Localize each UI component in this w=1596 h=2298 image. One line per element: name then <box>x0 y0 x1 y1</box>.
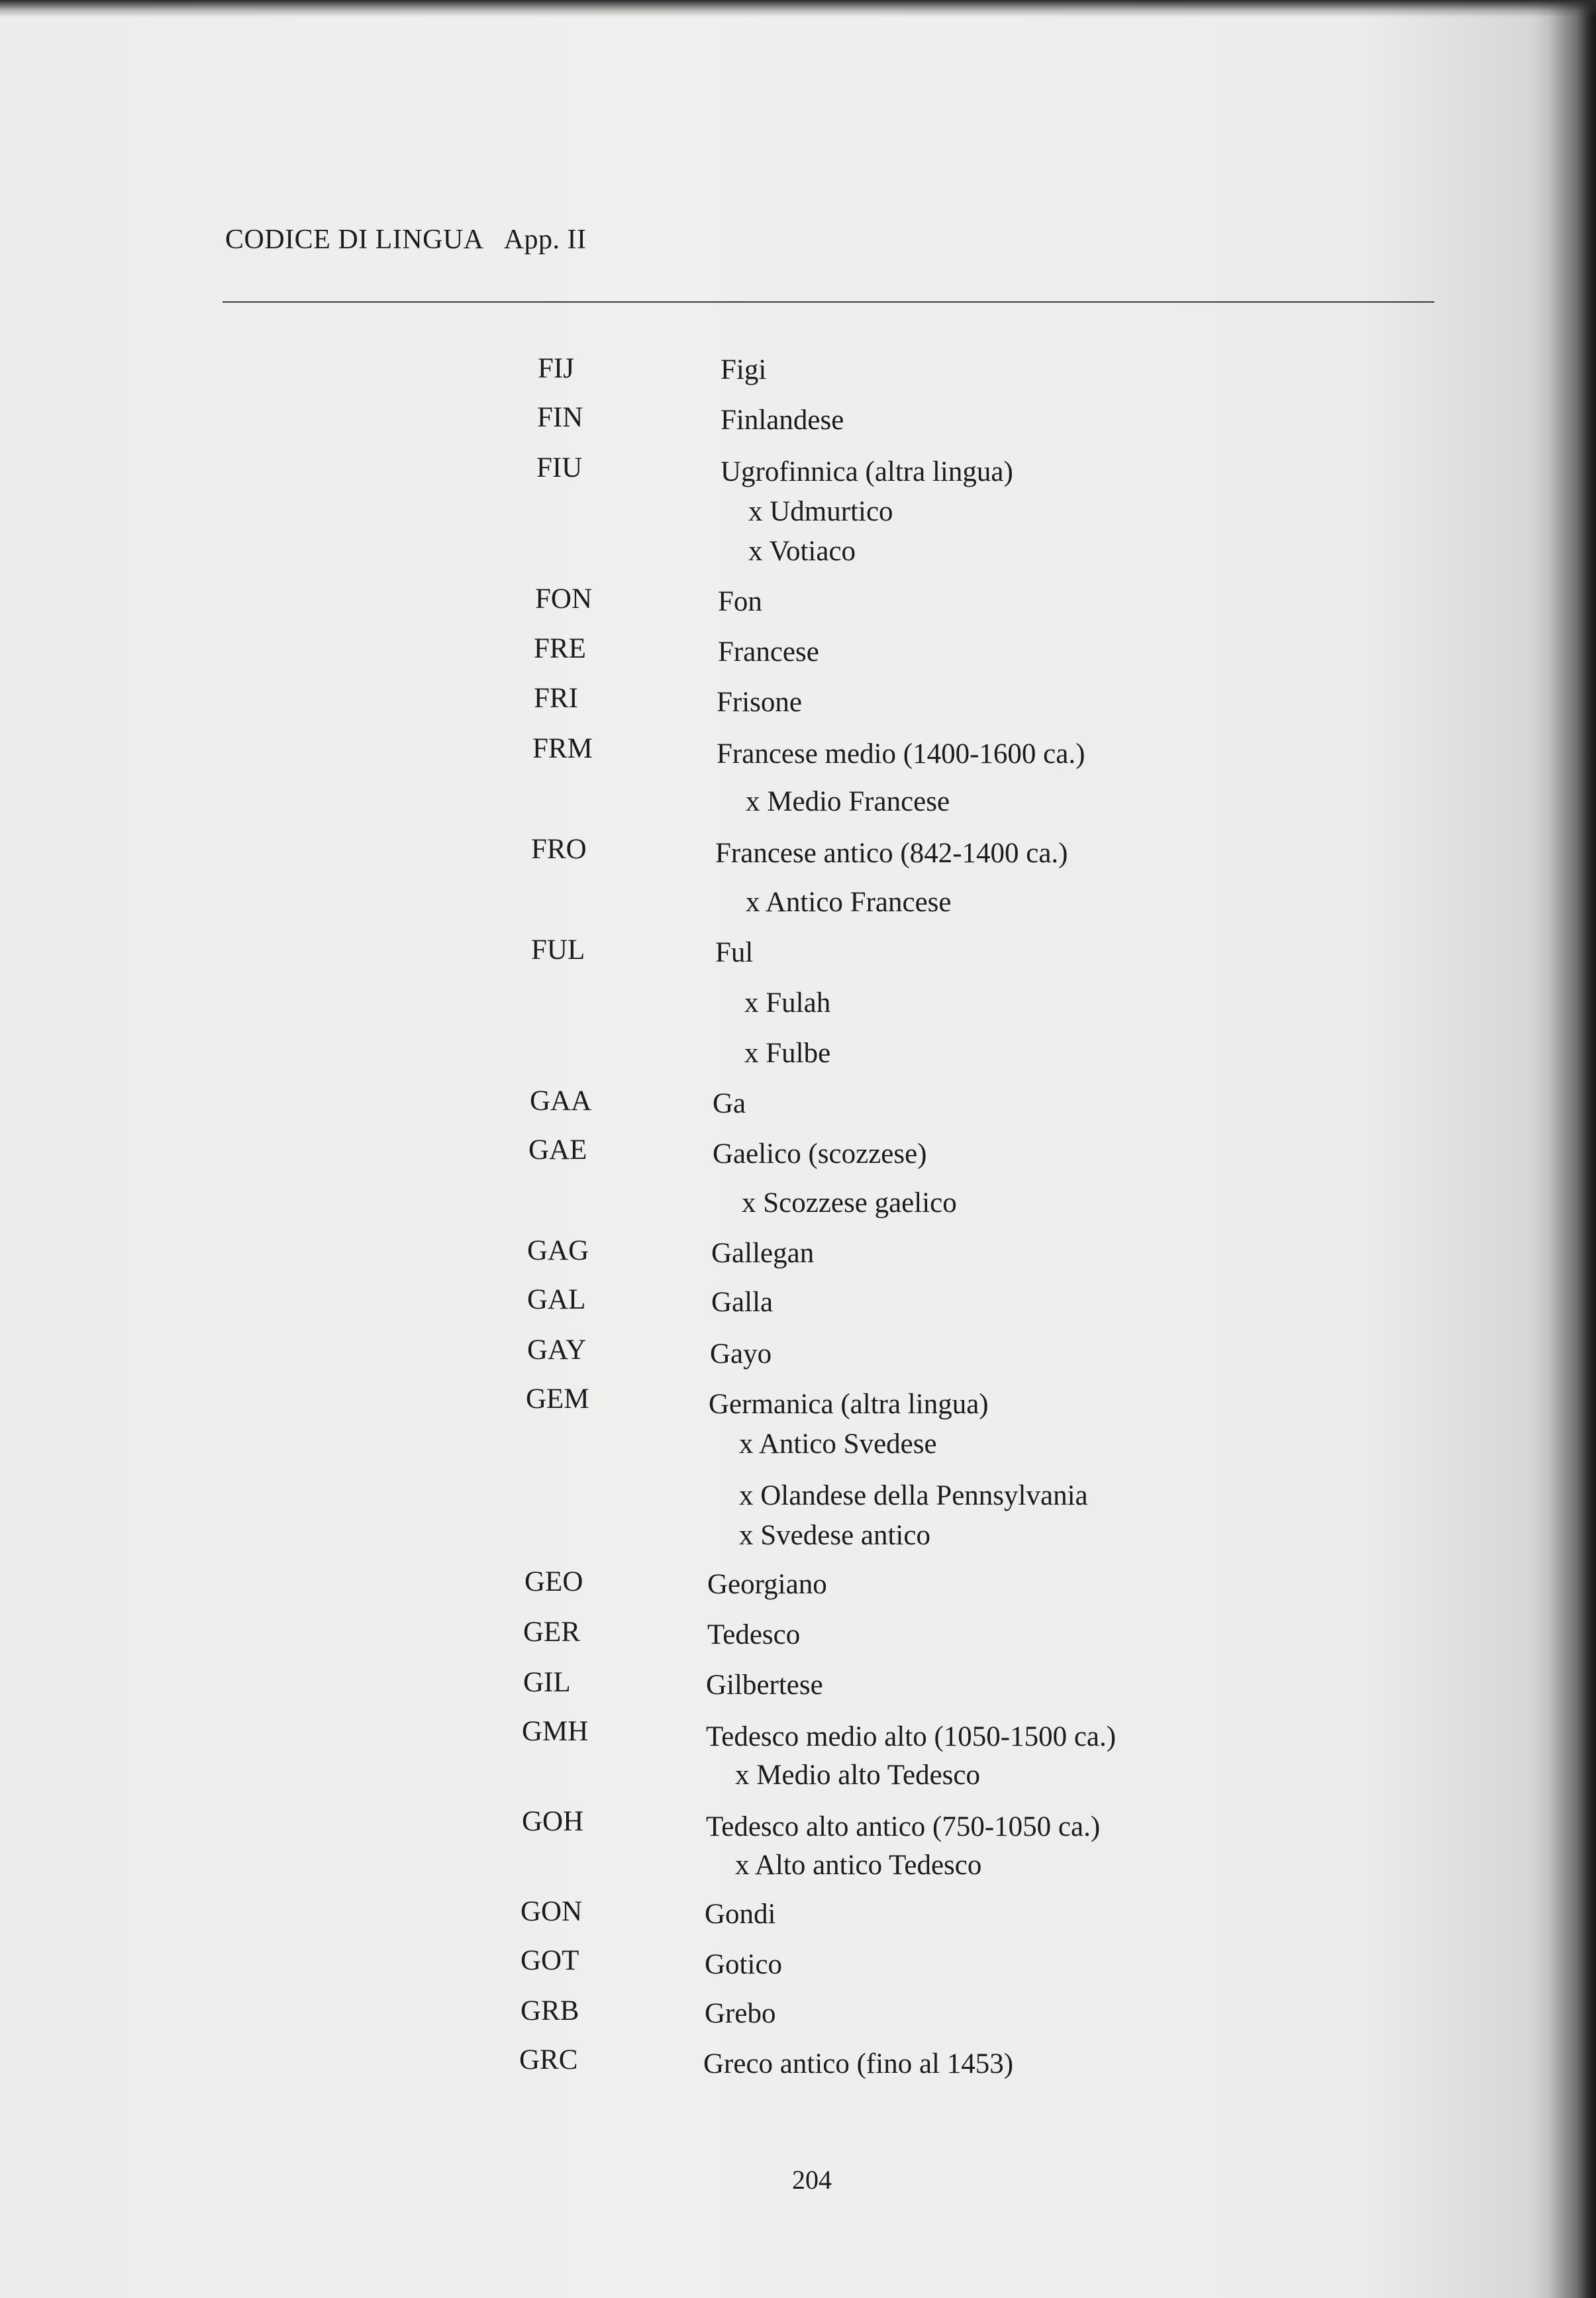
entry-cross-reference: x Scozzese gaelico <box>742 1187 957 1219</box>
entry-cross-reference: x Fulah <box>744 987 831 1019</box>
entry-name: Ugrofinnica (altra lingua) <box>721 456 1013 487</box>
entry-code: GER <box>523 1617 580 1648</box>
entry-code: FRO <box>531 834 587 865</box>
entry-code: GAL <box>527 1284 586 1315</box>
entry-name: Figi <box>721 354 767 385</box>
entry-code: FRE <box>534 633 586 664</box>
entry-name: Fon <box>718 586 762 617</box>
entry-code: GAE <box>528 1134 587 1166</box>
entry-name: Gilbertese <box>706 1670 823 1701</box>
entry-name: Francese antico (842-1400 ca.) <box>715 838 1068 869</box>
entry-code: FIU <box>536 452 583 483</box>
entry-code: GAG <box>527 1235 589 1266</box>
entry-cross-reference: x Medio alto Tedesco <box>735 1760 980 1791</box>
entry-name: Finlandese <box>721 405 844 436</box>
entry-code: FRM <box>532 733 593 764</box>
entry-cross-reference: x Svedese antico <box>739 1520 930 1551</box>
entry-code: GEM <box>526 1383 589 1415</box>
entry-code: FIN <box>537 402 583 433</box>
entry-name: Frisone <box>717 687 802 718</box>
entry-cross-reference: x Medio Francese <box>746 786 950 817</box>
entry-name: Germanica (altra lingua) <box>709 1389 989 1420</box>
entry-code: GAY <box>527 1334 587 1366</box>
entry-name: Gotico <box>705 1949 783 1980</box>
entry-code: GRB <box>521 1995 579 2026</box>
entry-code: GEO <box>524 1566 583 1597</box>
page-number: 204 <box>792 2165 832 2195</box>
entry-name: Ga <box>713 1088 746 1119</box>
entry-cross-reference: x Alto antico Tedesco <box>735 1850 982 1881</box>
entry-cross-reference: x Antico Svedese <box>739 1428 937 1460</box>
entry-name: Galla <box>711 1287 773 1318</box>
entry-name: Francese <box>718 636 819 668</box>
entry-name: Gayo <box>710 1338 772 1370</box>
entry-code: FUL <box>531 934 585 966</box>
header-appendix: App. II <box>503 225 587 255</box>
entry-code: FIJ <box>538 353 574 384</box>
entry-name: Gaelico (scozzese) <box>713 1138 927 1170</box>
entry-name: Tedesco alto antico (750-1050 ca.) <box>706 1811 1101 1842</box>
entry-name: Tedesco <box>707 1619 801 1650</box>
entry-code: GOH <box>522 1806 584 1837</box>
entry-cross-reference: x Olandese della Pennsylvania <box>739 1480 1088 1511</box>
entry-code: GOT <box>521 1945 579 1976</box>
entry-name: Greco antico (fino al 1453) <box>703 2048 1014 2079</box>
entry-cross-reference: x Udmurtico <box>748 496 893 527</box>
entry-code: GMH <box>522 1716 589 1747</box>
entry-code: GRC <box>519 2044 578 2075</box>
entry-name: Francese medio (1400-1600 ca.) <box>717 738 1085 770</box>
entry-cross-reference: x Votiaco <box>748 536 856 567</box>
entry-name: Grebo <box>705 1998 776 2029</box>
header-title: CODICE DI LINGUA <box>225 225 484 255</box>
entry-name: Gondi <box>705 1899 776 1930</box>
entry-name: Gallegan <box>711 1238 815 1269</box>
entry-code: GON <box>521 1896 583 1927</box>
entry-cross-reference: x Fulbe <box>744 1038 831 1069</box>
entry-code: FRI <box>534 683 578 714</box>
entry-name: Ful <box>715 937 754 968</box>
entry-name: Georgiano <box>707 1569 827 1600</box>
entry-code: GIL <box>523 1667 571 1698</box>
entry-name: Tedesco medio alto (1050-1500 ca.) <box>706 1721 1117 1752</box>
entry-cross-reference: x Antico Francese <box>746 887 952 918</box>
entry-code: FON <box>535 583 593 615</box>
entry-code: GAA <box>530 1085 592 1117</box>
